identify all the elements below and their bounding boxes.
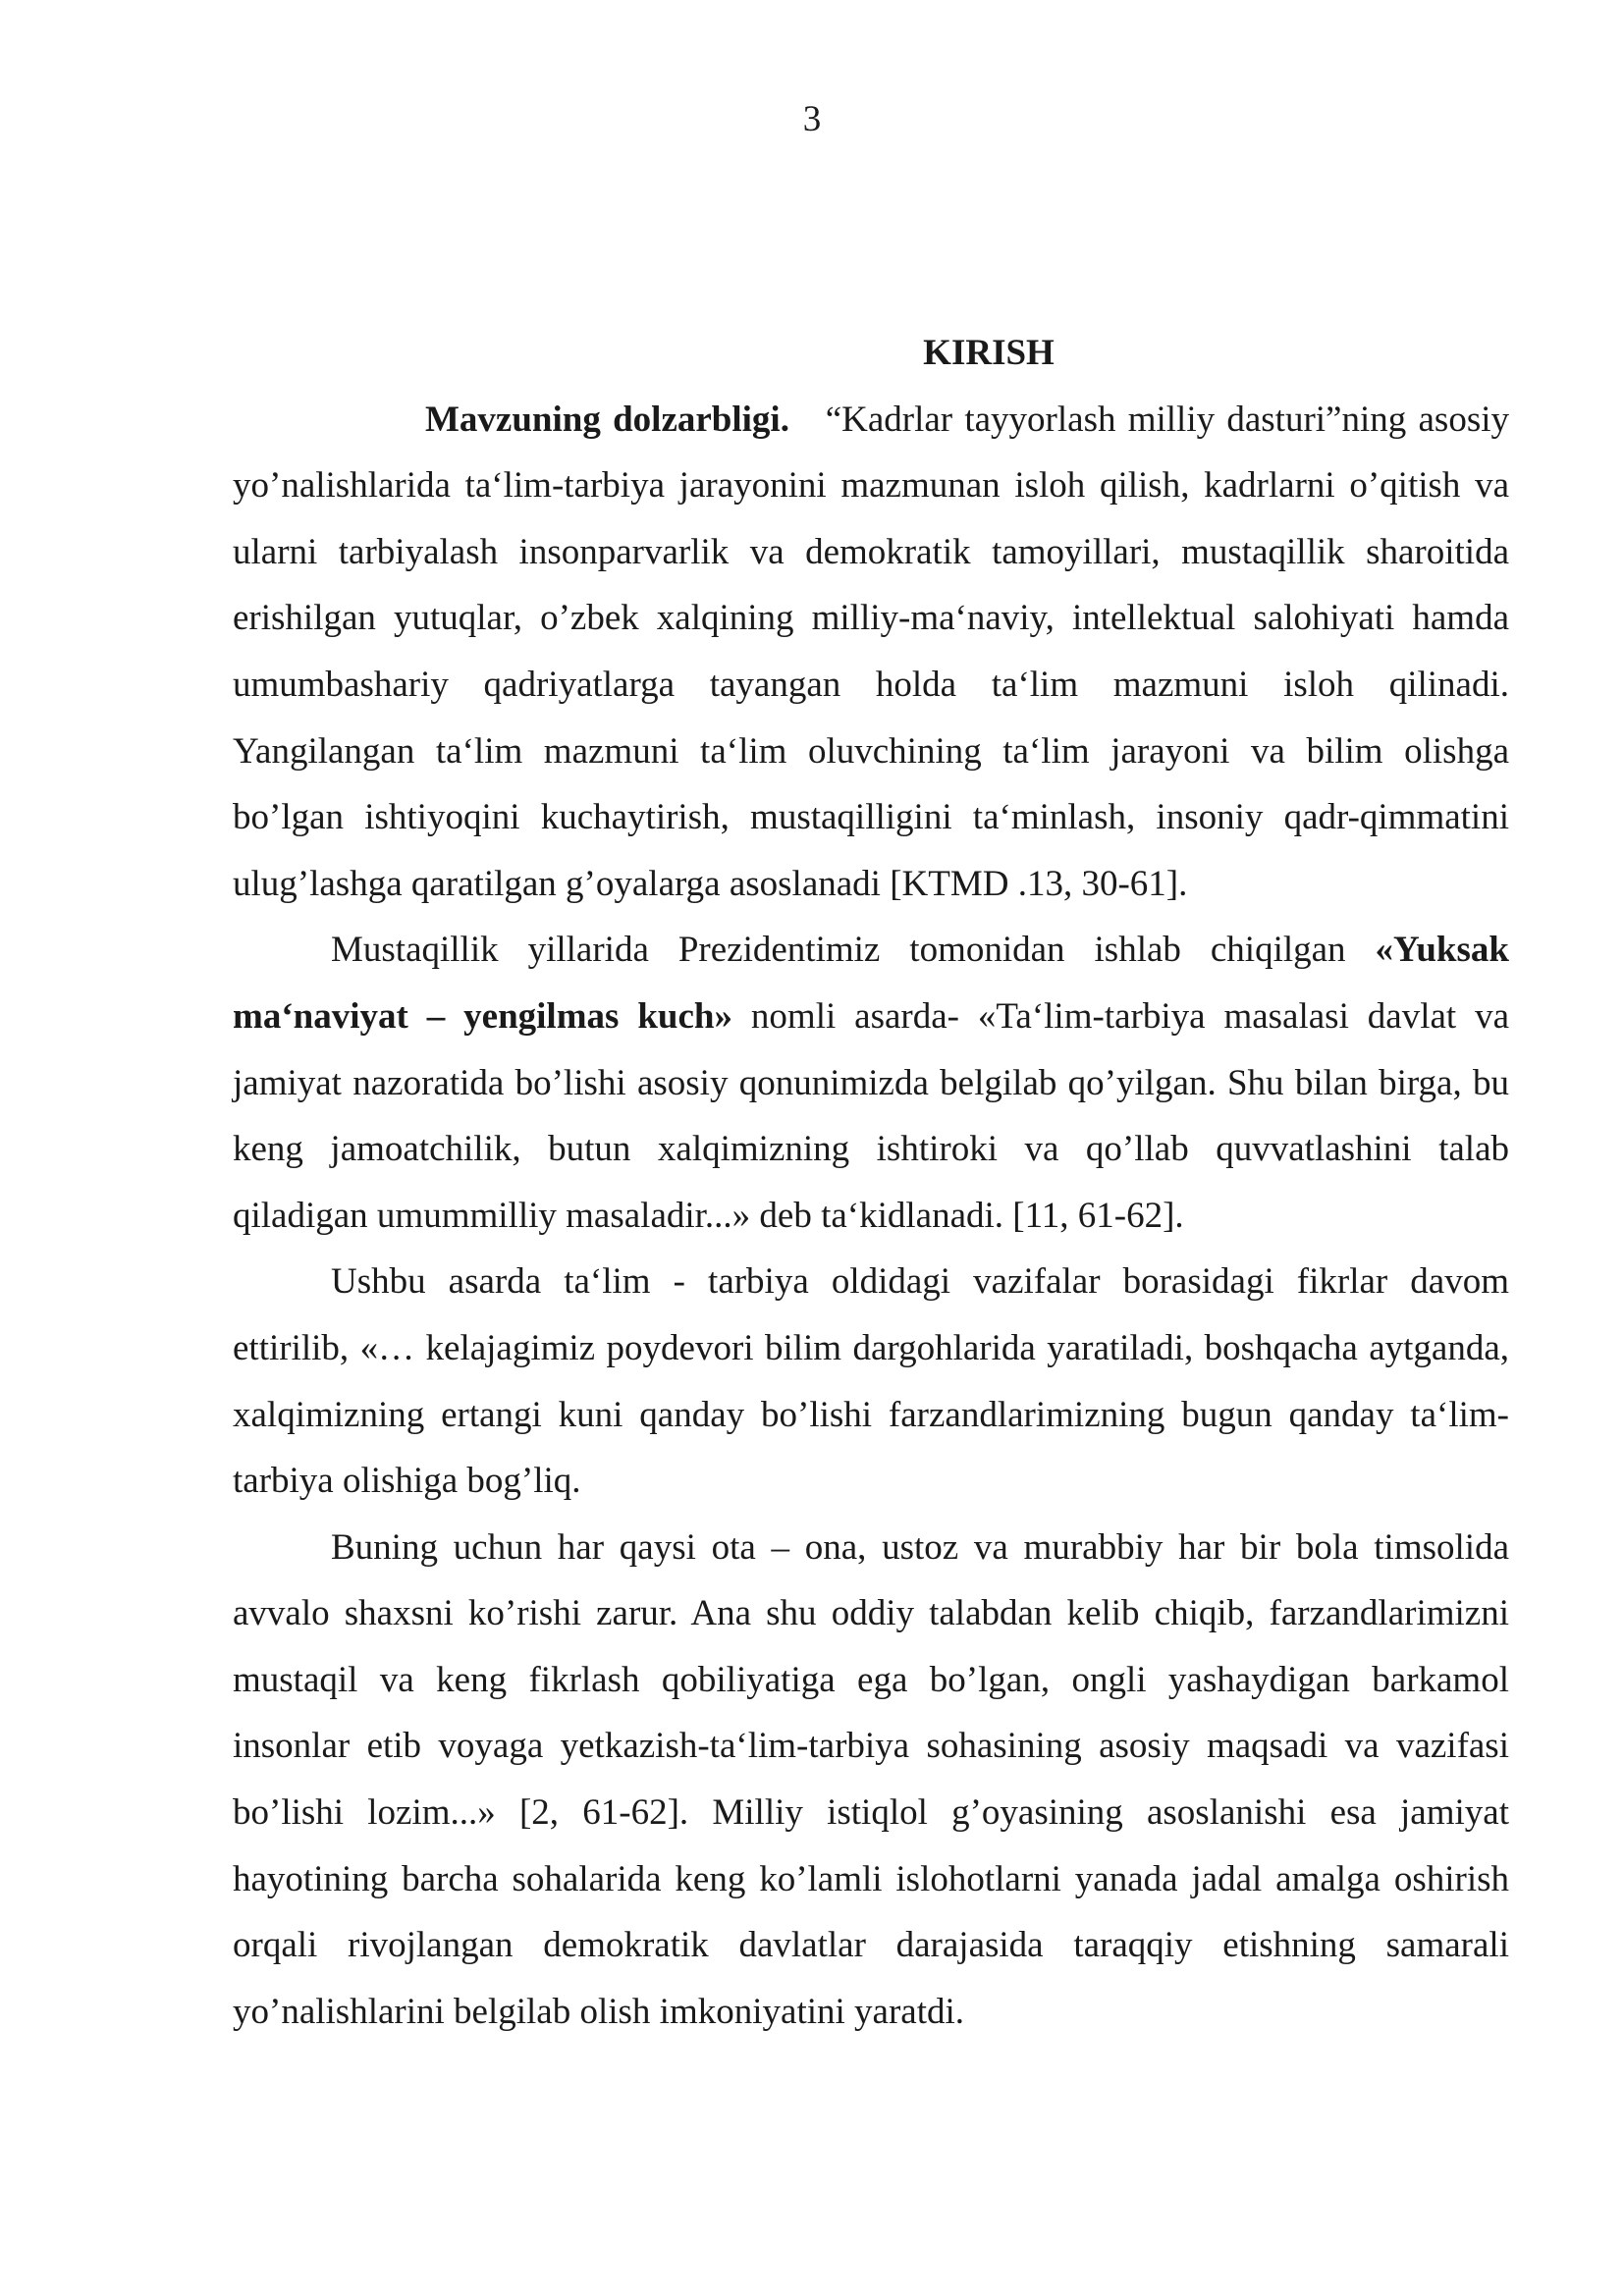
book-title: «Yuksak ma‘naviyat – yengilmas kuch»	[233, 930, 1509, 1037]
section-heading: KIRISH	[923, 333, 1055, 373]
relevance-lead: Mavzuning dolzarbligi.	[425, 399, 789, 440]
paragraph-education-tasks: Ushbu asarda ta‘lim - tarbiya oldidagi vazifalar borasidagi fikrlar davom ettirilib, «… kelajagimiz poydevori bilim dargohlarida yaratiladi, boshqacha aytganda, xalqimizning ertangi kuni qanday bo’lishi farzandlarimizning bugun qanday ta‘lim-tarbiya olishiga bog’liq.	[233, 1261, 1509, 1502]
page-content	[233, 320, 1509, 2045]
paragraph-upbringing: Buning uchun har qaysi ota – ona, ustoz va murabbiy har bir bola timsolida avvalo shaxsni ko’rishi zarur. Ana shu oddiy talabdan kelib chiqib, farzandlarimizni mustaqil va keng fikrlash qobiliyatiga ega bo’lgan, ongli yashaydigan barkamol insonlar etib voyaga yetkazish-ta‘lim-tarbiya sohasining asosiy maqsadi va vazifasi bo’lishi lozim...» [2, 61-62]. Milliy istiqlol g’oyasining asoslanishi esa jamiyat hayotining barcha sohalarida keng ko’lamli islohotlarni yanada jadal amalga oshirish orqali rivojlangan demokratik davlatlar darajasida taraqqiy etishning samarali yo’nalishlarini belgilab olish imkoniyatini yaratdi.	[233, 1526, 1509, 2032]
page-number: 3	[802, 99, 822, 139]
paragraph-president-book	[233, 917, 1509, 1249]
president-book-before: Mustaqillik yillarida Prezidentimiz tomonidan ishlab chiqilgan	[331, 930, 1346, 971]
president-book-after: nomli asarda- «Ta‘lim-tarbiya masalasi davlat va jamiyat nazoratida bo’lishi asosiy qonunimizda belgilab qo’yilgan. Shu bilan birga, bu keng jamoatchilik, butun xalqimizning ishtiroki va qo’llab quvvatlashini talab qiladigan umummilliy masaladir...» deb ta‘kidlanadi. [11, 61-62].	[233, 995, 1510, 1236]
paragraph-relevance	[233, 387, 1509, 918]
relevance-text: “Kadrlar tayyorlash milliy dasturi”ning asosiy yo’nalishlarida ta‘lim-tarbiya jarayonini mazmunan isloh qilish, kadrlarni o’qitish va ularni tarbiyalash insonparvarlik va demokratik tamoyillari, mustaqillik sharoitida erishilgan yutuqlar, o’zbek xalqining milliy-ma‘naviy, intellektual salohiyati hamda umumbashariy qadriyatlarga tayangan holda ta‘lim mazmuni isloh qilinadi. Yangilangan ta‘lim mazmuni ta‘lim oluvchining ta‘lim jarayoni va bilim olishga bo’lgan ishtiyoqini kuchaytirish, mustaqilligini ta‘minlash, insoniy qadr-qimmatini ulug’lashga qaratilgan g’oyalarga asoslanadi [KTMD .13, 30-61].	[233, 399, 1510, 904]
